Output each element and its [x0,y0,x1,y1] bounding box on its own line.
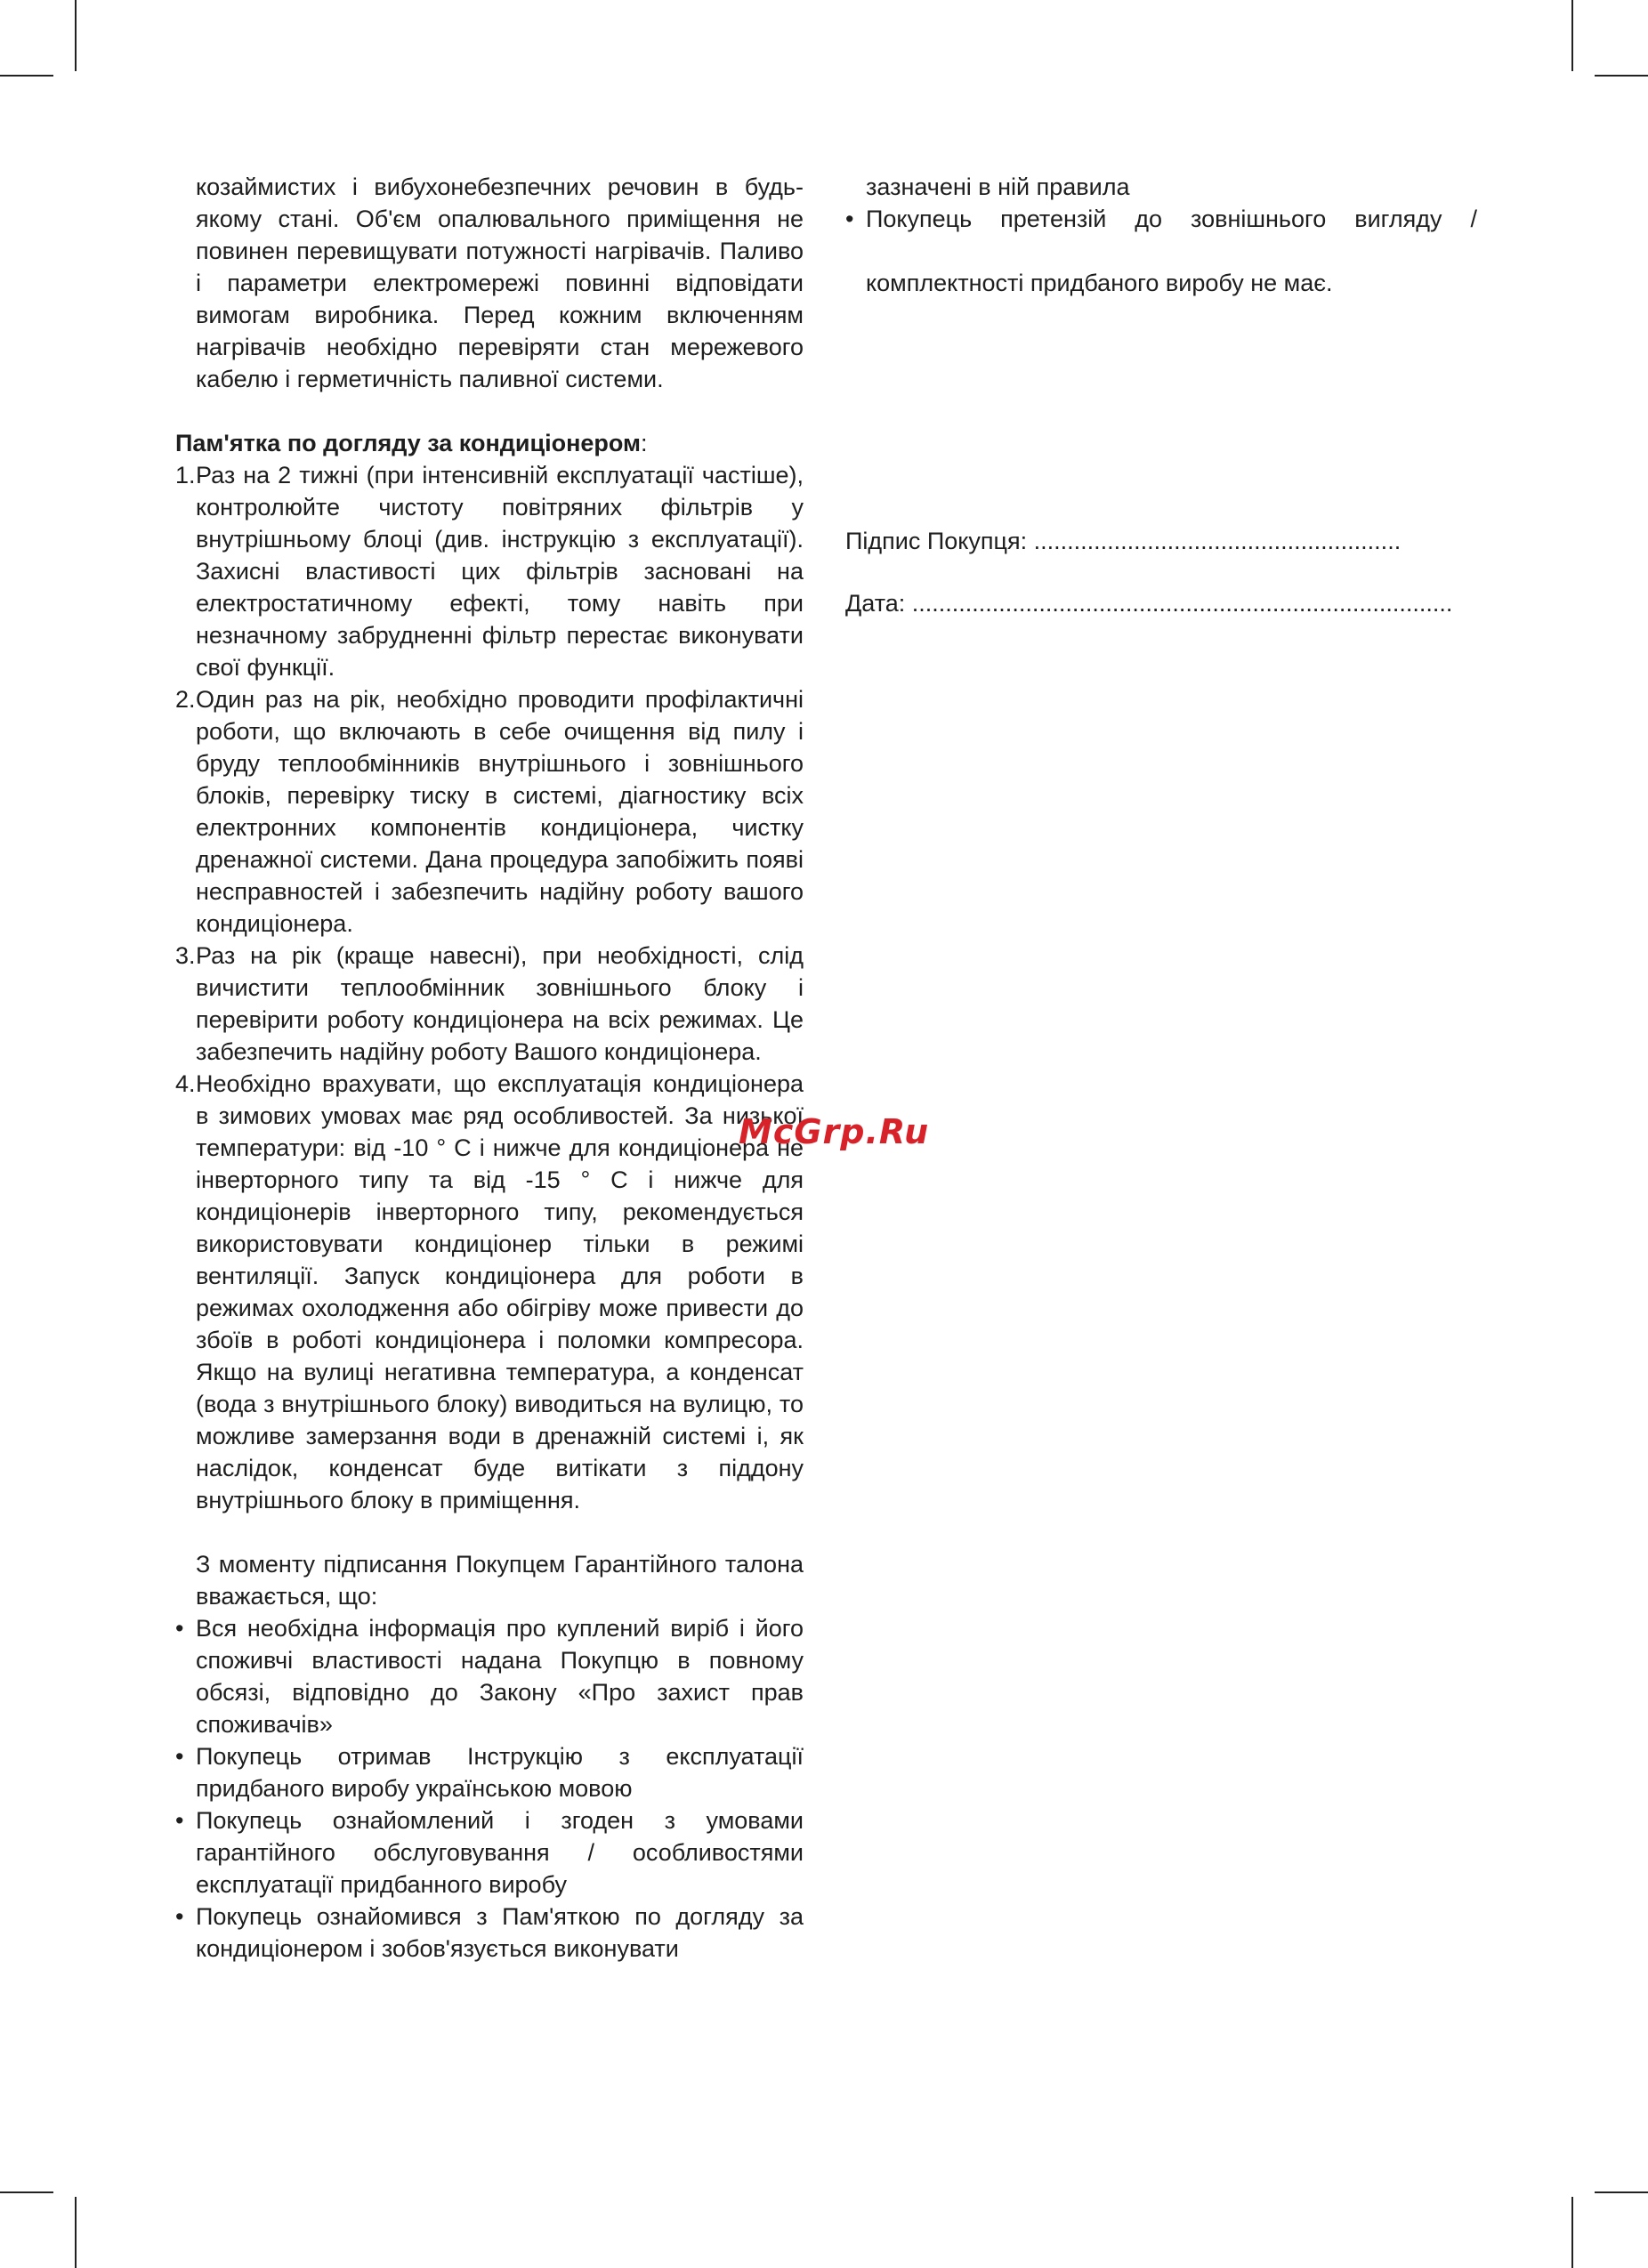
crop-mark [75,0,77,71]
item-number: 3. [175,942,196,969]
bullet-item [175,1612,804,1740]
memo-heading [175,427,804,459]
bullet-text: Покупець претензій до зовнішнього вигляду / [866,206,1477,232]
warranty-intro: З моменту підписання Покупцем Гарантійного талона вважається, що: [196,1551,804,1610]
bullet-icon: • [845,206,854,232]
item-number: 1. [175,462,196,488]
bullet-icon: • [175,1903,184,1930]
bullet-text: Покупець ознайомився з Пам'яткою по догляду за кондиціонером і зобов'язується виконувати [196,1903,804,1962]
date-line: Дата: ................................................................................. [845,590,1453,617]
intro-paragraph: козаймистих і вибухонебезпечних речовин в будь-якому стані. Об'єм опалювального приміщення не повинен перевищувати потужності нагрівачів. Паливо і параметри електромережі повинні відповідати вимогам виробника. Перед кожним включенням нагрівачів необхідно перевіряти стан мережевого кабелю і герметичність паливної системи. [196,174,804,392]
continuation-text: зазначені в ній правила [866,174,1130,200]
memo-colon: : [641,430,648,456]
memo-title: Пам'ятка по догляду за кондиціонером [175,430,642,456]
crop-mark [0,2191,53,2193]
item-text: Один раз на рік, необхідно проводити профілактичні роботи, що включають в себе очищення від пилу і бруду теплообмінників внутрішнього і зовнішнього блоків, перевірку тиску в системі, діагностику всіх електронних компонентів кондиціонера, чистку дренажної системи. Дана процедура запобіжить появі несправностей і забезпечить надійну роботу вашого кондиціонера. [196,686,804,937]
signature-line: Підпис Покупця: ....................................................... [845,528,1402,554]
bullet-item [845,203,1477,235]
bullet-item [175,1901,804,1965]
bullet-icon: • [175,1743,184,1770]
crop-mark [0,75,53,77]
bullet-text: Покупець отримав Інструкцію з експлуатації придбаного виробу українською мовою [196,1743,804,1802]
crop-mark [1595,2191,1648,2193]
item-text: Необхідно врахувати, що експлуатація кондиціонера в зимових умовах має ряд особливостей. За низької температури: від -10 ° С і нижче для кондиціонера не інверторного типу та від -15 ° С і нижче для кондиціонерів інверторного типу, рекомендується використовувати кондиціонер тільки в режимі вентиляції. Запуск кондиціонера для роботи в режимах охолодження або обігріву може привести до збоїв в роботі кондиціонера і поломки компресора. Якщо на вулиці негативна температура, а конденсат (вода з внутрішнього блоку) виводиться на вулицю, то можливе замерзання води в дренажній системі і, як наслідок, конденсат буде витікати з піддону внутрішнього блоку в приміщення. [196,1070,804,1513]
bullet-text: Покупець ознайомлений і згоден з умовами гарантійного обслуговування / особливостями експлуатації придбанного виробу [196,1807,804,1898]
numbered-item [175,683,804,940]
bullet-icon: • [175,1615,184,1642]
item-text: Раз на 2 тижні (при інтенсивній експлуатації частіше), контролюйте чистоту повітряних фільтрів у внутрішньому блоці (див. інструкцію з експлуатації). Захисні властивості цих фільтрів засновані на електростатичному ефекті, тому навіть при незначному забрудненні фільтр перестає виконувати свої функції. [196,462,804,681]
bullet-icon: • [175,1807,184,1834]
item-text: Раз на рік (краще навесні), при необхідності, слід вичистити теплообмінник зовнішнього блоку і перевірити роботу кондиціонера на всіх режимах. Це забезпечить надійну роботу Вашого кондиціонера. [196,942,804,1065]
bullet-continuation: комплектності придбаного виробу не має. [866,270,1333,296]
numbered-item [175,940,804,1068]
item-number: 4. [175,1070,196,1097]
right-column [845,171,1477,299]
numbered-item [175,1068,804,1516]
watermark: McGrp.Ru [739,1112,930,1151]
crop-mark [1571,0,1573,71]
crop-mark [1595,75,1648,77]
crop-mark [1571,2197,1573,2268]
left-column [175,171,804,1965]
bullet-text: Вся необхідна інформація про куплений виріб і його споживчі властивості надана Покупцю в повному обсязі, відповідно до Закону «Про захист прав споживачів» [196,1615,804,1738]
crop-mark [75,2197,77,2268]
item-number: 2. [175,686,196,713]
numbered-item [175,459,804,683]
bullet-item [175,1740,804,1804]
bullet-item [175,1804,804,1901]
